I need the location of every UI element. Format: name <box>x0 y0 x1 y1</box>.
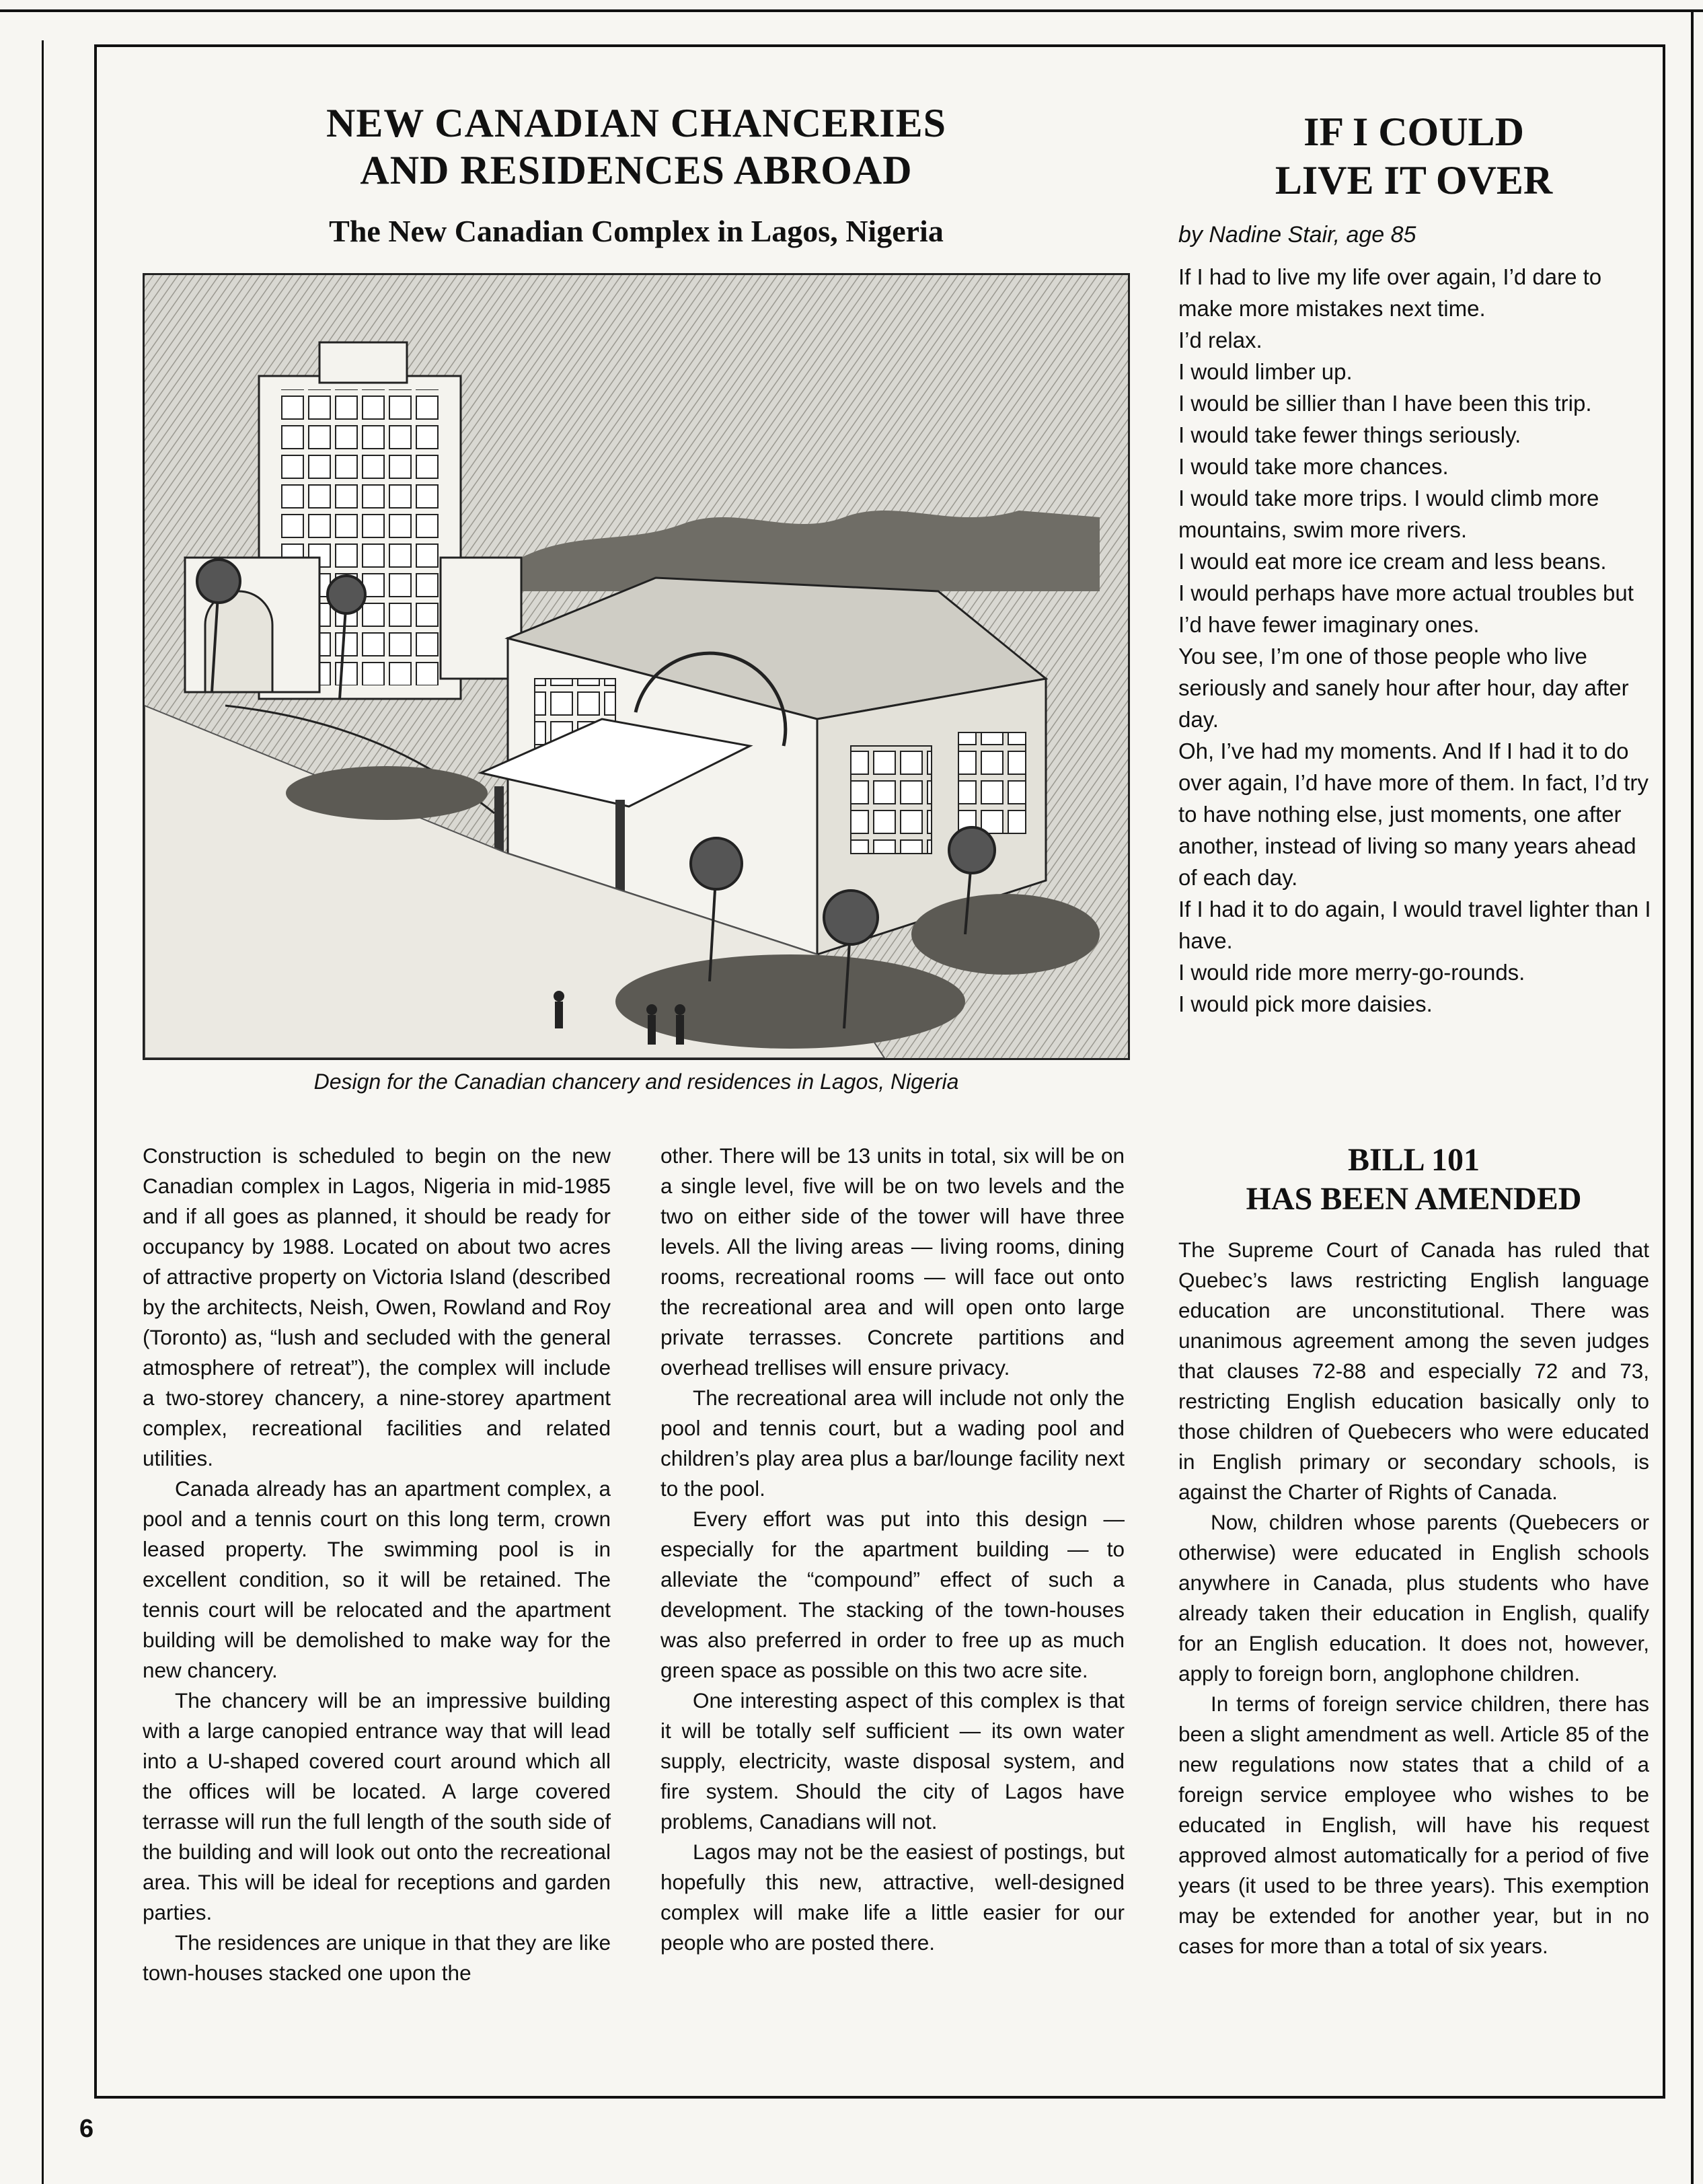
bill-column <box>1178 1235 1649 1961</box>
article-title <box>143 100 1130 194</box>
article-paragraph: The chancery will be an impressive building with a large canopied entrance way that will lead into a U-shaped covered court around which all the offices will be located. A large covered terrasse will run the full length of the south side of the building and will look out onto the recreational area. This will be ideal for receptions and garden parties. <box>143 1688 611 1924</box>
poem-line: I would take more chances. <box>1178 454 1449 479</box>
article-paragraph: The recreational area will include not only the pool and tennis court, but a wading pool and children’s play area plus a bar/lounge facility next to the pool. <box>660 1386 1125 1501</box>
poem-line: I would ride more merry-go-rounds. <box>1178 960 1525 985</box>
bill-title-line-1: BILL 101 <box>1347 1142 1480 1178</box>
top-edge-rule <box>0 9 1703 12</box>
article-paragraph: The residences are unique in that they are like town-houses stacked one upon the <box>143 1930 611 1985</box>
article-column-1 <box>143 1141 611 1988</box>
article-paragraph: Lagos may not be the easiest of postings, but hopefully this new, attractive, well-designed complex will make life a little easier for our people who are posted there. <box>660 1840 1125 1955</box>
article-title-line-2: AND RESIDENCES ABROAD <box>360 148 913 192</box>
poem-line: If I had it to do again, I would travel lighter than I have. <box>1178 897 1651 953</box>
article-paragraph: One interesting aspect of this complex is that it will be totally self sufficient — its own water supply, electricity, waste disposal system, and fire system. Should the city of Lagos have problems, Canadians will not. <box>660 1688 1125 1834</box>
poem-line: I would perhaps have more actual troubles but I’d have fewer imaginary ones. <box>1178 580 1634 637</box>
poem-line: You see, I’m one of those people who live seriously and sanely hour after hour, day after day. <box>1178 644 1629 732</box>
poem-title-line-2: LIVE IT OVER <box>1275 158 1553 202</box>
poem-line: I would pick more daisies. <box>1178 991 1433 1016</box>
poem-body <box>1178 261 1655 1020</box>
bill-title-line-2: HAS BEEN AMENDED <box>1246 1181 1582 1217</box>
left-edge-rule <box>42 40 44 2184</box>
article-subtitle: The New Canadian Complex in Lagos, Nigeria <box>329 214 944 248</box>
article-paragraph: Construction is scheduled to begin on the new Canadian complex in Lagos, Nigeria in mid-1985 and if all goes as planned, it should be ready for occupancy by 1988. Located on about two acres of attractive property on Victoria Island (described by the architects, Neish, Owen, Rowland and Roy (Toronto) as, “lush and secluded with the general atmosphere of retreat”), the complex will include a two-storey chancery, a nine-storey apartment complex, recreational facilities and related utilities. <box>143 1143 611 1470</box>
article-column-2 <box>660 1141 1125 1958</box>
bill-title <box>1178 1141 1649 1219</box>
bill-paragraph: In terms of foreign service children, there has been a slight amendment as well. Article 85 of the new regulations now states that a child of a foreign service employee who wishes to be educated in English, will have his request approved almost automatically for a period of five years (it used to be three years). This exemption may be extended for another year, but in no cases for more than a total of six years. <box>1178 1692 1649 1958</box>
poem-line: Oh, I’ve had my moments. And If I had it to do over again, I’d have more of them. In fact, I’d try to have nothing else, just moments, one after another, instead of living so many years ahead of each day. <box>1178 739 1649 890</box>
bill-paragraph: The Supreme Court of Canada has ruled that Quebec’s laws restricting English language education are unconstitutional. There was unanimous agreement among the seven judges that clauses 72-88 and especially 72 and 73, restricting English education basically only to those children of Quebecers who were educated in English primary or secondary schools, is against the Charter of Rights of Canada. <box>1178 1238 1649 1504</box>
poem-line: I’d relax. <box>1178 328 1262 352</box>
poem-line: I would take more trips. I would climb more mountains, swim more rivers. <box>1178 486 1599 542</box>
article-paragraph: other. There will be 13 units in total, six will be on a single level, five will be on two levels and the two on either side of the tower will have three levels. All the living areas — living rooms, dining rooms, recreational rooms — will face out onto the recreational area and will open onto large private terrasses. Concrete partitions and overhead trellises will ensure privacy. <box>660 1143 1125 1380</box>
article-title-line-1: NEW CANADIAN CHANCERIES <box>326 101 946 145</box>
illustration-caption: Design for the Canadian chancery and residences in Lagos, Nigeria <box>313 1069 959 1094</box>
bill-paragraph: Now, children whose parents (Quebecers or otherwise) were educated in English schools anywhere in Canada, plus students who have already taken their education in English, qualify for an English education. It does not, however, apply to foreign born, anglophone children. <box>1178 1510 1649 1686</box>
article-paragraph: Canada already has an apartment complex, a pool and a tennis court on this long term, crown leased property. The swimming pool is in excellent condition, so it will be retained. The tennis court will be relocated and the apartment building will be demolished to make way for the new chancery. <box>143 1476 611 1682</box>
poem-line: I would take fewer things seriously. <box>1178 422 1521 447</box>
poem-title-line-1: IF I COULD <box>1303 110 1524 154</box>
page-number: 6 <box>79 2115 94 2143</box>
poem-line: I would be sillier than I have been this trip. <box>1178 391 1592 416</box>
right-edge-rule <box>1691 9 1694 2184</box>
poem-line: If I had to live my life over again, I’d dare to make more mistakes next time. <box>1178 264 1602 321</box>
article-paragraph: Every effort was put into this design — especially for the apartment building — to alleviate the “compound” effect of such a development. The stacking of the town-houses was also preferred in order to free up as much green space as possible on this two acre site. <box>660 1507 1125 1682</box>
poem-line: I would eat more ice cream and less beans. <box>1178 549 1607 574</box>
poem-line: I would limber up. <box>1178 359 1353 384</box>
poem-byline: by Nadine Stair, age 85 <box>1178 222 1416 248</box>
chancery-illustration <box>143 273 1130 1060</box>
poem-title <box>1178 108 1649 204</box>
